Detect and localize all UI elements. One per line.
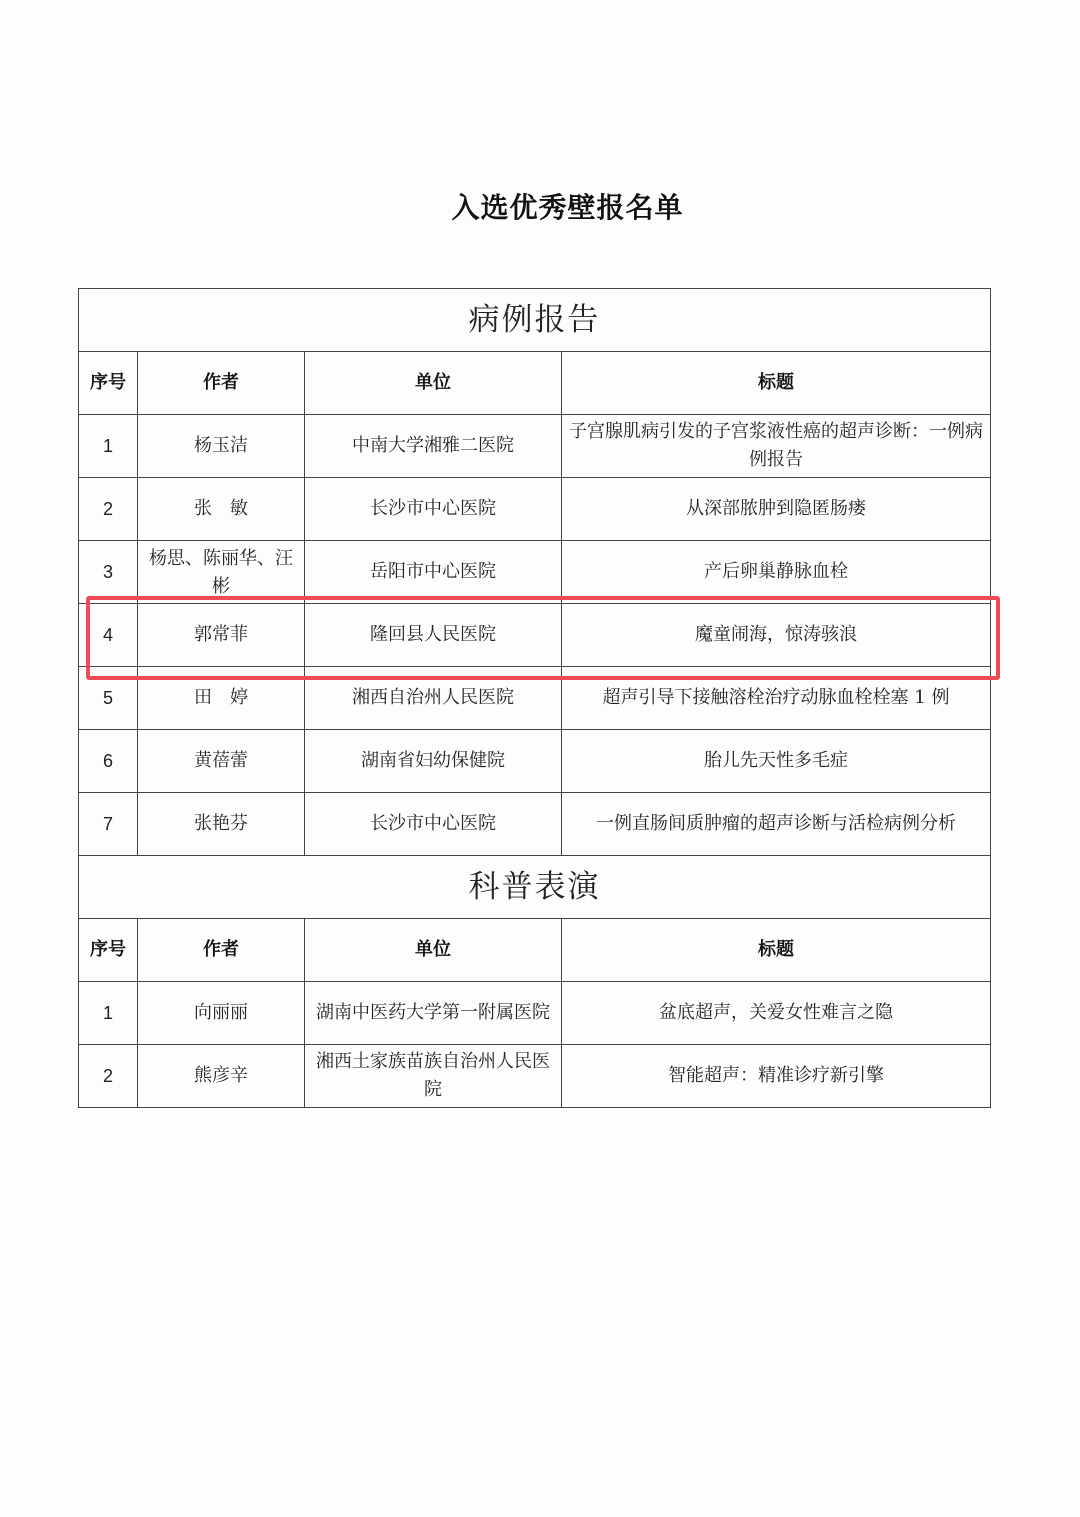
table-row (79, 1045, 991, 1108)
row-title: 胎儿先天性多毛症 (562, 730, 991, 793)
row-title: 智能超声：精准诊疗新引擎 (562, 1045, 991, 1108)
row-title: 魔童闹海，惊涛骇浪 (562, 604, 991, 667)
header-unit: 单位 (305, 352, 562, 415)
row-unit: 湘西土家族苗族自治州人民医院 (305, 1045, 562, 1108)
table-row (79, 541, 991, 604)
poster-list-table (78, 288, 991, 1108)
section-row-case-reports (79, 289, 991, 352)
row-unit: 隆回县人民医院 (305, 604, 562, 667)
header-no: 序号 (79, 919, 138, 982)
row-author: 熊彦辛 (138, 1045, 305, 1108)
table-row-highlighted (79, 604, 991, 667)
section-row-science-performance (79, 856, 991, 919)
row-author: 黄蓓蕾 (138, 730, 305, 793)
row-unit: 长沙市中心医院 (305, 478, 562, 541)
table-header-row (79, 919, 991, 982)
row-unit: 湘西自治州人民医院 (305, 667, 562, 730)
row-unit: 长沙市中心医院 (305, 793, 562, 856)
table-row (79, 982, 991, 1045)
header-author: 作者 (138, 352, 305, 415)
row-author-clipped (138, 541, 305, 604)
row-author: 向丽丽 (138, 982, 305, 1045)
header-no: 序号 (79, 352, 138, 415)
row-author: 田 婷 (138, 667, 305, 730)
row-no: 2 (79, 478, 138, 541)
row-author: 张艳芬 (138, 793, 305, 856)
row-title: 超声引导下接触溶栓治疗动脉血栓栓塞 1 例 (562, 667, 991, 730)
table-row (79, 667, 991, 730)
table-row (79, 793, 991, 856)
section-title: 病例报告 (79, 289, 991, 352)
row-unit: 岳阳市中心医院 (305, 541, 562, 604)
row-no: 7 (79, 793, 138, 856)
row-author: 杨玉洁 (138, 415, 305, 478)
row-no: 3 (79, 541, 138, 604)
row-no: 5 (79, 667, 138, 730)
row-title: 子宫腺肌病引发的子宫浆液性癌的超声诊断：一例病例报告 (562, 415, 991, 478)
row-author: 杨思、陈丽华、汪彬 (149, 548, 293, 597)
row-title: 从深部脓肿到隐匿肠瘘 (562, 478, 991, 541)
table-row (79, 478, 991, 541)
page-title: 入选优秀壁报名单 (451, 191, 684, 224)
table-row (79, 730, 991, 793)
row-no: 4 (79, 604, 138, 667)
row-unit: 湖南省妇幼保健院 (305, 730, 562, 793)
row-no: 2 (79, 1045, 138, 1108)
row-unit: 中南大学湘雅二医院 (305, 415, 562, 478)
header-title: 标题 (562, 919, 991, 982)
header-author: 作者 (138, 919, 305, 982)
header-title: 标题 (562, 352, 991, 415)
row-author: 张 敏 (138, 478, 305, 541)
row-no: 1 (79, 415, 138, 478)
row-title: 一例直肠间质肿瘤的超声诊断与活检病例分析 (562, 793, 991, 856)
table-row (79, 415, 991, 478)
section-title: 科普表演 (79, 856, 991, 919)
row-no: 6 (79, 730, 138, 793)
table-header-row (79, 352, 991, 415)
row-author: 郭常菲 (138, 604, 305, 667)
header-unit: 单位 (305, 919, 562, 982)
row-title: 产后卵巢静脉血栓 (562, 541, 991, 604)
row-unit: 湖南中医药大学第一附属医院 (305, 982, 562, 1045)
row-no: 1 (79, 982, 138, 1045)
row-title: 盆底超声，关爱女性难言之隐 (562, 982, 991, 1045)
